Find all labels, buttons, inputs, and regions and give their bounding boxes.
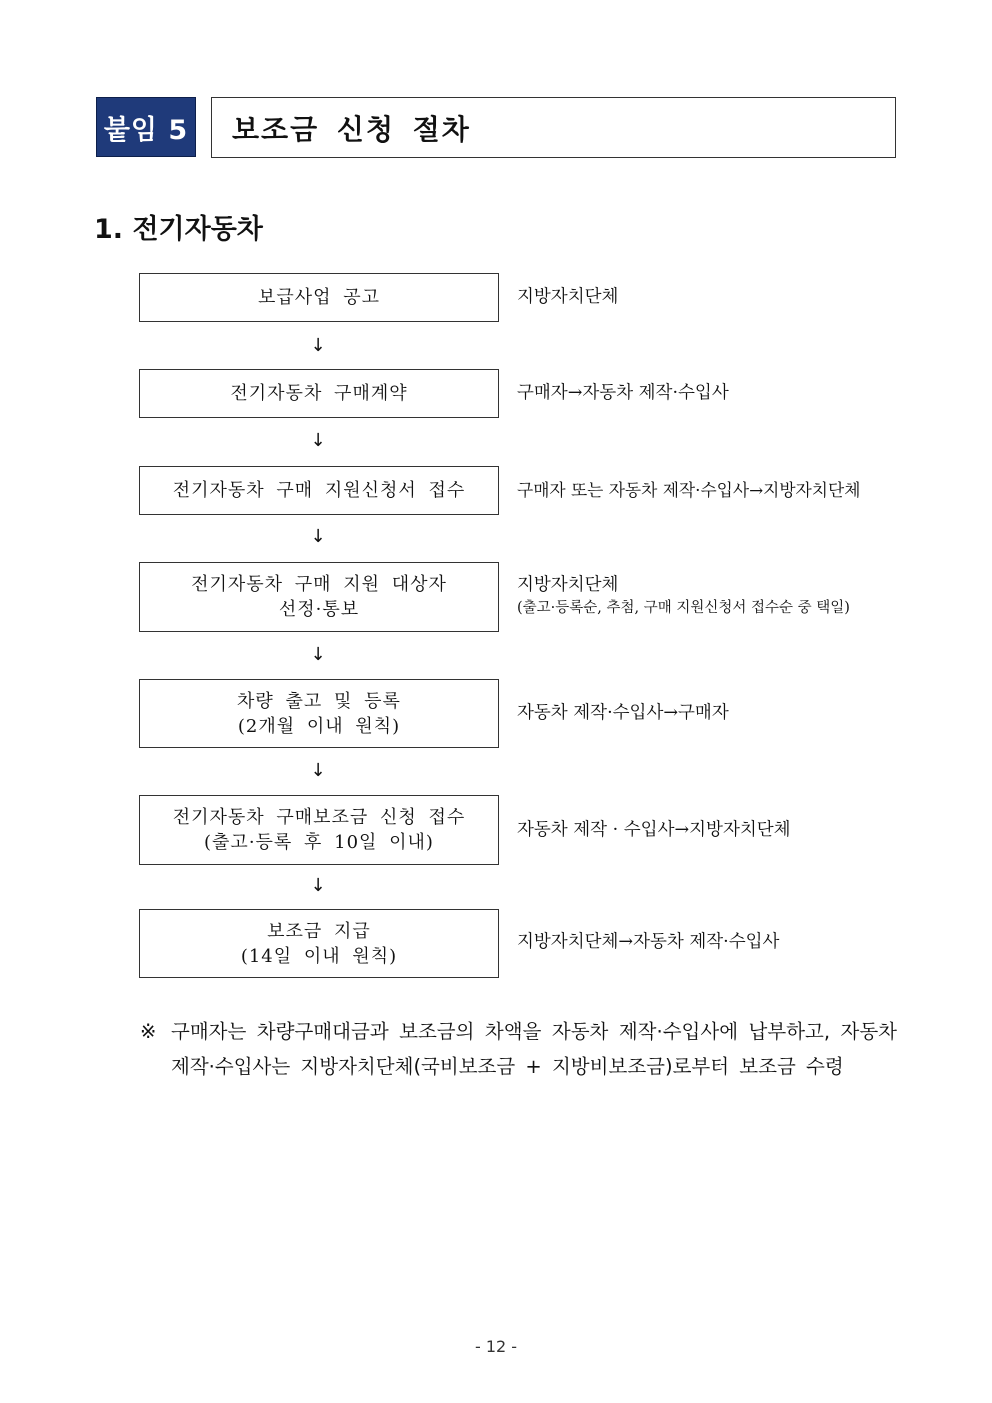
step-line: (14일 이내 원칙) <box>240 945 398 967</box>
down-arrow-icon: ↓ <box>310 760 326 781</box>
down-arrow-icon: ↓ <box>310 644 326 665</box>
flow-step-subsidy-payment <box>139 909 499 978</box>
down-arrow-icon: ↓ <box>310 335 326 356</box>
step-line: 선정·통보 <box>278 599 360 620</box>
step-note-text: 지방자치단체 <box>517 575 619 595</box>
step-line: (출고·등록 후 10일 이내) <box>204 832 434 853</box>
step-line: 전기자동차 구매계약 <box>230 383 408 404</box>
step-line: 차량 출고 및 등록 <box>237 690 401 712</box>
flow-step-announcement <box>139 273 499 322</box>
step-line: 보급사업 공고 <box>257 287 381 308</box>
footnote <box>140 1014 897 1084</box>
flow-step-selection <box>139 562 499 632</box>
step-note-text: 자동차 제작·수입사→구매자 <box>517 703 729 723</box>
attachment-badge: 붙임 5 <box>96 97 196 157</box>
down-arrow-icon: ↓ <box>310 430 326 451</box>
flow-step-delivery <box>139 679 499 748</box>
footnote-text: 구매자는 차량구매대금과 보조금의 차액을 자동차 제작·수입사에 납부하고, 자동차 제작·수입사는 지방자치단체(국비보조금 + 지방비보조금)로부터 보조금 수령 <box>171 1020 897 1078</box>
down-arrow-icon: ↓ <box>310 526 326 547</box>
page-title: 보조금 신청 절차 <box>211 97 896 158</box>
step-note <box>517 931 779 954</box>
section-heading: 1. 전기자동차 <box>94 214 263 245</box>
flow-step-subsidy-application <box>139 795 499 865</box>
step-note <box>517 702 729 725</box>
step-note-text: 지방자치단체→자동차 제작·수입사 <box>517 932 780 952</box>
step-note-text: 지방자치단체 <box>517 287 619 307</box>
step-line: 전기자동차 구매 지원신청서 접수 <box>172 480 466 501</box>
step-note <box>517 286 618 309</box>
page-number: - 12 - <box>474 1337 518 1356</box>
step-note-text: 구매자→자동차 제작·수입사 <box>517 383 729 403</box>
step-note <box>517 819 791 842</box>
step-line: (2개월 이내 원칙) <box>237 715 401 737</box>
flow-step-application <box>139 466 499 515</box>
step-line: 전기자동차 구매보조금 신청 접수 <box>172 807 466 828</box>
step-line: 전기자동차 구매 지원 대상자 <box>191 574 447 595</box>
step-note-subtext: (출고·등록순, 추첨, 구매 지원신청서 접수순 중 택일) <box>517 600 850 616</box>
step-note <box>517 382 729 405</box>
flow-step-contract <box>139 369 499 418</box>
step-line: 보조금 지급 <box>267 920 371 942</box>
step-note <box>517 574 850 619</box>
reference-mark-icon: ※ <box>140 1020 157 1043</box>
step-note-text: 구매자 또는 자동차 제작·수입사→지방자치단체 <box>517 480 861 500</box>
step-note-text: 자동차 제작 · 수입사→지방자치단체 <box>517 820 791 840</box>
down-arrow-icon: ↓ <box>310 875 326 896</box>
step-note <box>517 479 860 502</box>
